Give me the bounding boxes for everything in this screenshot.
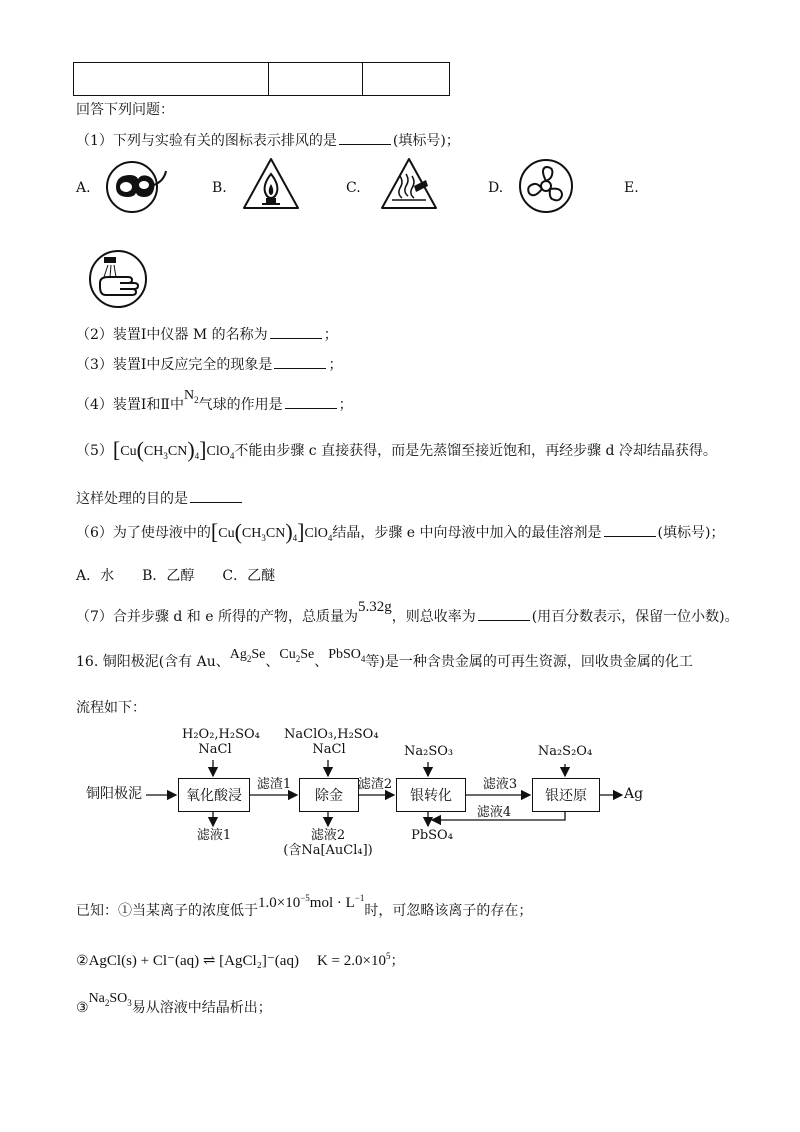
flow-label-filtrate-3: 滤液3	[482, 777, 518, 792]
n2-formula: $N_2$	[183, 388, 199, 405]
ag2se-formula: $Ag_2Se$	[229, 647, 266, 664]
flow-label-residue-1: 滤渣1	[256, 777, 292, 792]
known-2: ②AgCl(s) + Cl⁻(aq) ⇌ [AgCl₂]⁻(aq) $K = 2.0\times 10^5$；	[76, 951, 405, 969]
pbso4-formula: PbSO$_4$	[328, 647, 366, 664]
flow-box-silver-conversion: 银转化	[396, 778, 466, 812]
reagent-1: H₂O₂,H₂SO₄ NaCl	[182, 727, 260, 757]
complex-formula: $[Cu(CH_3CN)_4]ClO_4$	[210, 519, 333, 544]
question-1: （1）下列与实验有关的图标表示排风的是 (填标号)；	[76, 130, 460, 151]
flow-end: Ag	[624, 786, 644, 802]
question-4: （4）装置Ⅰ和Ⅱ中$N_2$气球的作用是 ；	[76, 388, 353, 413]
mass-value: 5.32g	[357, 599, 392, 615]
option-c-label: C.	[346, 180, 361, 196]
na2so3-formula: $Na_2SO_3$	[88, 991, 132, 1008]
reagent-2: NaClO₃,H₂SO₄ NaCl	[284, 727, 379, 757]
question-2: （2）装置Ⅰ中仪器 M 的名称为 ；	[76, 324, 338, 345]
question-16: 16. 铜阳极泥(含有 Au、$Ag_2Se$、$Cu_2Se$、PbSO$_4$等)是一种含贵金属的可再生资源，回收贵金属的化工	[76, 647, 693, 670]
cu2se-formula: $Cu_2Se$	[279, 647, 315, 664]
flow-box-silver-reduction: 银还原	[532, 778, 600, 812]
flow-box-oxidation: 氧化酸浸	[178, 778, 250, 812]
reagent-4: Na₂S₂O₄	[537, 744, 593, 759]
known-1: 已知：①当某离子的浓度低于$1.0\times 10^{-5}mol \cdot L^{-1}$时，可忽略该离子的存在；	[76, 893, 533, 919]
flow-start: 铜阳极泥	[86, 786, 142, 802]
question-6: （6）为了使母液中的$[Cu(CH_3CN)_4]ClO_4$结晶，步骤 e 中向母液中加入的最佳溶剂是 (填标号)；	[76, 519, 725, 544]
flow-box-gold-removal: 除金	[299, 778, 359, 812]
question-7: （7）合并步骤 d 和 e 所得的产物，总质量为5.32g，则总收率为 (用百分数表示，保留一位小数)。	[76, 599, 739, 625]
flow-out-filtrate-1: 滤液1	[196, 828, 232, 843]
flow-label-filtrate-4: 滤液4	[476, 805, 512, 820]
flow-label-residue-2: 滤渣2	[357, 777, 393, 792]
question-5: $(5)[Cu(CH_3CN)_4]ClO_4$不能由步骤 c 直接获得，而是先蒸馏至接近饱和，再经步骤 d 冷却结晶获得。	[76, 437, 717, 462]
equilibrium-constant: $K = 2.0\times 10^5$	[316, 951, 391, 969]
known-3: $③Na_2SO_3$易从溶液中结晶析出；	[76, 991, 272, 1016]
flow-out-pbso4: PbSO₄	[411, 828, 453, 843]
option-b-label: B.	[212, 180, 227, 196]
option-d-label: D.	[488, 180, 504, 196]
flow-out-filtrate-2: 滤液2 (含Na[AuCl₄])	[283, 828, 373, 858]
equilibrium-equation: AgCl(s) + Cl⁻(aq) ⇌ [AgCl₂]⁻(aq)	[88, 953, 299, 969]
reagent-3: Na₂SO₃	[404, 744, 454, 759]
question-16-cont: 流程如下：	[76, 700, 146, 716]
complex-formula: $[Cu(CH_3CN)_4]ClO_4$	[112, 437, 235, 462]
question-3: （3）装置Ⅰ中反应完全的现象是 ；	[76, 354, 342, 375]
question-6-choices: A．水 B．乙醇 C．乙醚	[76, 568, 276, 584]
concentration-value: $1.0\times 10^{-5}mol \cdot L^{-1}$	[258, 893, 365, 911]
option-a-label: A.	[76, 180, 91, 196]
intro-text: 回答下列问题：	[76, 102, 174, 118]
question-5-cont: 这样处理的目的是	[76, 488, 244, 509]
option-e-label: E.	[624, 180, 639, 196]
